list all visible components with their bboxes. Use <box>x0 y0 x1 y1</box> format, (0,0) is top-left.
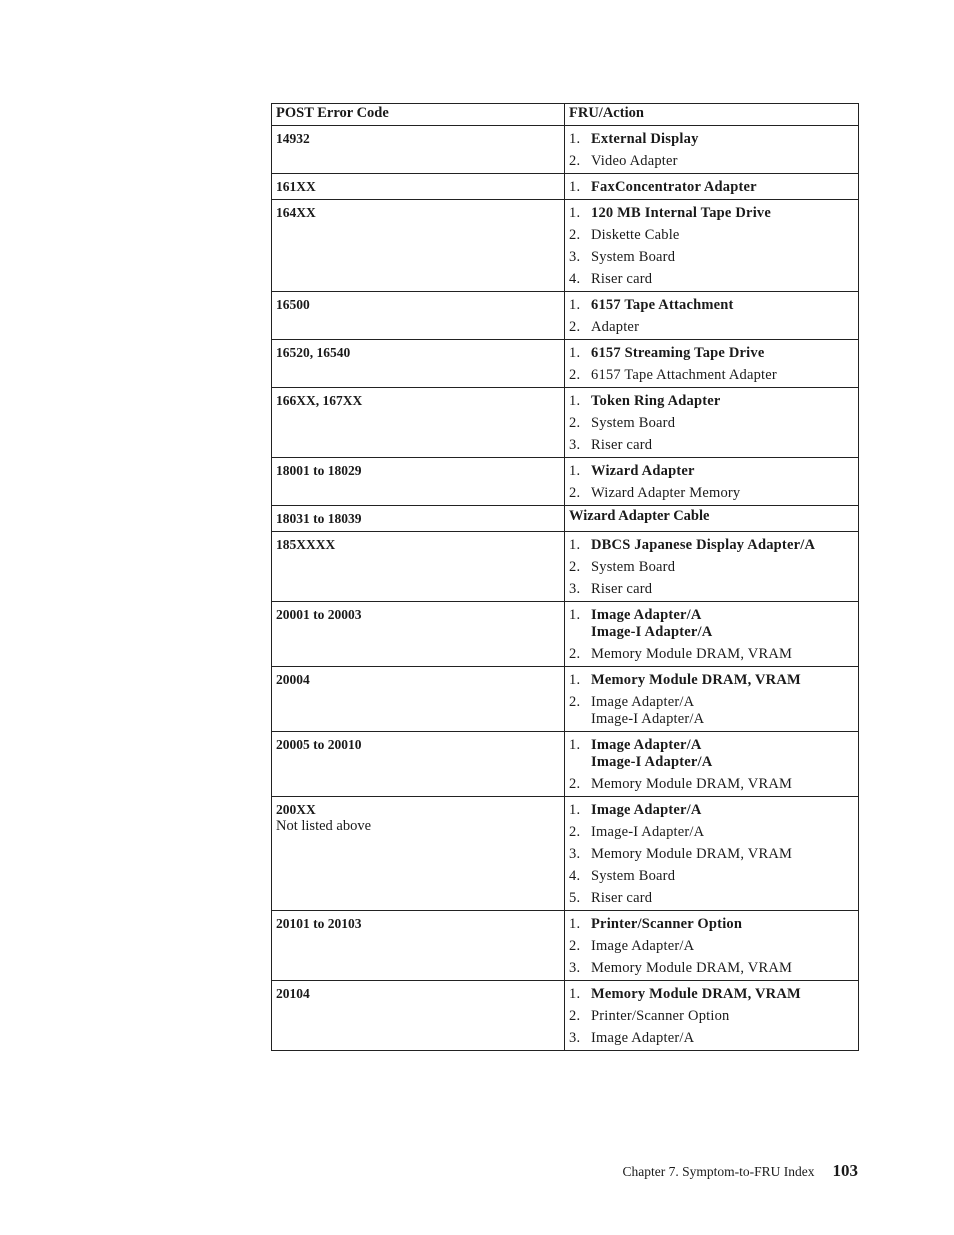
item-number: 3. <box>569 437 581 453</box>
error-code-cell <box>272 340 565 388</box>
fru-action-cell <box>565 797 859 911</box>
fru-action-item <box>569 607 854 641</box>
table-row <box>272 797 859 911</box>
fru-action-cell <box>565 126 859 174</box>
item-text: Diskette Cable <box>591 227 680 243</box>
fru-action-item <box>569 271 854 288</box>
item-number: 1. <box>569 297 581 313</box>
fru-action-item <box>569 297 854 314</box>
fru-action-cell <box>565 200 859 292</box>
error-code-note: Not listed above <box>276 818 372 834</box>
fru-action-item <box>569 485 854 502</box>
error-code-cell <box>272 797 565 911</box>
error-code-cell <box>272 506 565 532</box>
fru-action-item <box>569 672 854 689</box>
error-code-cell <box>272 911 565 981</box>
item-number: 1. <box>569 345 581 361</box>
item-number: 3. <box>569 581 581 597</box>
fru-action-item <box>569 694 854 728</box>
fru-action-item <box>569 367 854 384</box>
table-row <box>272 667 859 732</box>
error-code-cell <box>272 200 565 292</box>
fru-action-cell <box>565 340 859 388</box>
table-row <box>272 602 859 667</box>
page-footer <box>623 1161 859 1181</box>
item-number: 4. <box>569 868 581 884</box>
error-code: 18031 to 18039 <box>276 511 362 526</box>
column-header-code: POST Error Code <box>272 104 565 126</box>
column-header-action: FRU/Action <box>565 104 859 126</box>
fru-action-item <box>569 153 854 170</box>
post-error-table <box>271 103 859 1051</box>
item-number: 2. <box>569 559 581 575</box>
fru-action-item <box>569 249 854 266</box>
item-text: 6157 Tape Attachment <box>591 297 734 313</box>
item-text: Riser card <box>591 271 653 287</box>
item-text: Wizard Adapter Memory <box>591 485 741 501</box>
error-code-cell <box>272 174 565 200</box>
item-number: 2. <box>569 938 581 954</box>
fru-action-item <box>569 179 854 196</box>
item-text: 6157 Tape Attachment Adapter <box>591 367 777 383</box>
error-code: 166XX, 167XX <box>276 393 363 408</box>
item-text: Memory Module DRAM, VRAM <box>591 960 793 976</box>
error-code: 20104 <box>276 986 310 1001</box>
error-code: 18001 to 18029 <box>276 463 362 478</box>
item-number: 1. <box>569 131 581 147</box>
fru-action-item <box>569 537 854 554</box>
item-number: 3. <box>569 960 581 976</box>
item-text: Memory Module DRAM, VRAM <box>591 646 793 662</box>
item-number: 2. <box>569 485 581 501</box>
item-number: 1. <box>569 393 581 409</box>
item-number: 2. <box>569 694 581 710</box>
table-row <box>272 174 859 200</box>
item-number: 1. <box>569 463 581 479</box>
fru-action-cell <box>565 667 859 732</box>
fru-action-list <box>569 463 854 502</box>
fru-action-cell <box>565 292 859 340</box>
fru-action-cell <box>565 532 859 602</box>
fru-action-list <box>569 297 854 336</box>
item-text: Image Adapter/A Image-I Adapter/A <box>591 737 713 770</box>
table-row <box>272 200 859 292</box>
fru-action-item <box>569 890 854 907</box>
page-number: 103 <box>832 1161 858 1180</box>
fru-action-list <box>569 537 854 598</box>
item-text: Memory Module DRAM, VRAM <box>591 776 793 792</box>
error-code: 200XX <box>276 802 316 817</box>
table-row <box>272 340 859 388</box>
error-code-cell <box>272 292 565 340</box>
fru-action-cell: Wizard Adapter Cable <box>565 506 859 532</box>
item-number: 2. <box>569 824 581 840</box>
item-number: 1. <box>569 179 581 195</box>
fru-action-item <box>569 437 854 454</box>
fru-action-cell <box>565 602 859 667</box>
item-text: System Board <box>591 249 676 265</box>
fru-action-item <box>569 581 854 598</box>
fru-action-cell <box>565 981 859 1051</box>
item-text: System Board <box>591 868 676 884</box>
error-code: 20005 to 20010 <box>276 737 362 752</box>
fru-action-item <box>569 1030 854 1047</box>
error-code: 20004 <box>276 672 310 687</box>
error-code: 16520, 16540 <box>276 345 351 360</box>
fru-action-list <box>569 205 854 288</box>
fru-action-list <box>569 345 854 384</box>
table-row <box>272 292 859 340</box>
item-number: 1. <box>569 607 581 623</box>
item-text: Riser card <box>591 890 653 906</box>
item-number: 1. <box>569 986 581 1002</box>
item-text: System Board <box>591 415 676 431</box>
error-code-cell <box>272 388 565 458</box>
fru-action-list <box>569 672 854 728</box>
fru-action-item <box>569 986 854 1003</box>
item-text: Riser card <box>591 437 653 453</box>
table-row <box>272 126 859 174</box>
item-text: Image-I Adapter/A <box>591 824 705 840</box>
table-row <box>272 458 859 506</box>
fru-action-cell <box>565 388 859 458</box>
item-text: Token Ring Adapter <box>591 393 721 409</box>
error-code: 185XXXX <box>276 537 336 552</box>
item-number: 1. <box>569 916 581 932</box>
item-text: 6157 Streaming Tape Drive <box>591 345 765 361</box>
table-body <box>272 126 859 1051</box>
item-text: Printer/Scanner Option <box>591 1008 730 1024</box>
fru-action-item <box>569 776 854 793</box>
item-text: Image Adapter/A Image-I Adapter/A <box>591 694 705 727</box>
fru-action-cell <box>565 174 859 200</box>
fru-action-item <box>569 393 854 410</box>
fru-action-item <box>569 938 854 955</box>
fru-action-item <box>569 802 854 819</box>
fru-action-list <box>569 802 854 907</box>
fru-action-item <box>569 646 854 663</box>
error-code: 16500 <box>276 297 310 312</box>
fru-action-item <box>569 737 854 771</box>
item-text: Memory Module DRAM, VRAM <box>591 846 793 862</box>
item-text: Image Adapter/A Image-I Adapter/A <box>591 607 713 640</box>
fru-action-cell <box>565 732 859 797</box>
item-text: Memory Module DRAM, VRAM <box>591 672 801 688</box>
error-code-cell <box>272 532 565 602</box>
item-text: System Board <box>591 559 676 575</box>
item-text: DBCS Japanese Display Adapter/A <box>591 537 816 553</box>
item-text: Adapter <box>591 319 640 335</box>
error-code: 161XX <box>276 179 316 194</box>
item-number: 4. <box>569 271 581 287</box>
error-code-cell <box>272 667 565 732</box>
fru-action-item <box>569 131 854 148</box>
fru-action-cell <box>565 911 859 981</box>
fru-action-item <box>569 868 854 885</box>
fru-action-list <box>569 607 854 663</box>
item-text: Image Adapter/A <box>591 1030 695 1046</box>
table-row <box>272 506 859 532</box>
item-number: 1. <box>569 802 581 818</box>
fru-action-item <box>569 916 854 933</box>
fru-action-item <box>569 205 854 222</box>
error-code: 14932 <box>276 131 310 146</box>
fru-action-list <box>569 393 854 454</box>
error-code-cell <box>272 458 565 506</box>
fru-action-item <box>569 319 854 336</box>
fru-action-item <box>569 846 854 863</box>
item-number: 1. <box>569 737 581 753</box>
item-text: Image Adapter/A <box>591 802 702 818</box>
error-code-cell <box>272 981 565 1051</box>
item-text: Wizard Adapter <box>591 463 695 479</box>
fru-action-cell <box>565 458 859 506</box>
chapter-title: Chapter 7. Symptom-to-FRU Index <box>622 1164 815 1179</box>
fru-action-list <box>569 916 854 977</box>
fru-action-list <box>569 986 854 1047</box>
item-number: 1. <box>569 205 581 221</box>
item-text: Image Adapter/A <box>591 938 695 954</box>
fru-action-item <box>569 463 854 480</box>
item-number: 2. <box>569 319 581 335</box>
item-text: Memory Module DRAM, VRAM <box>591 986 801 1002</box>
item-number: 3. <box>569 249 581 265</box>
item-text: Printer/Scanner Option <box>591 916 743 932</box>
error-code-cell <box>272 126 565 174</box>
item-number: 2. <box>569 367 581 383</box>
item-text: FaxConcentrator Adapter <box>591 179 757 195</box>
item-text: Video Adapter <box>591 153 678 169</box>
item-number: 2. <box>569 646 581 662</box>
fru-action-item <box>569 559 854 576</box>
item-text: 120 MB Internal Tape Drive <box>591 205 772 221</box>
item-text: External Display <box>591 131 699 147</box>
fru-action-item <box>569 1008 854 1025</box>
fru-action-item <box>569 824 854 841</box>
fru-action-item <box>569 345 854 362</box>
fru-action-item <box>569 227 854 244</box>
table-row <box>272 532 859 602</box>
table-header-row <box>272 104 859 126</box>
fru-action-list <box>569 131 854 170</box>
table-row <box>272 911 859 981</box>
item-number: 3. <box>569 846 581 862</box>
item-number: 1. <box>569 537 581 553</box>
item-number: 3. <box>569 1030 581 1046</box>
error-code-cell <box>272 602 565 667</box>
item-number: 2. <box>569 153 581 169</box>
fru-action-list <box>569 737 854 793</box>
table-row <box>272 981 859 1051</box>
item-number: 2. <box>569 776 581 792</box>
item-number: 2. <box>569 415 581 431</box>
item-number: 2. <box>569 227 581 243</box>
error-code: 164XX <box>276 205 316 220</box>
error-code: 20001 to 20003 <box>276 607 362 622</box>
fru-action-list <box>569 179 854 196</box>
fru-action-item <box>569 415 854 432</box>
table-row <box>272 732 859 797</box>
item-number: 5. <box>569 890 581 906</box>
fru-action-item <box>569 960 854 977</box>
item-text: Riser card <box>591 581 653 597</box>
item-number: 1. <box>569 672 581 688</box>
table-row <box>272 388 859 458</box>
item-number: 2. <box>569 1008 581 1024</box>
error-code: 20101 to 20103 <box>276 916 362 931</box>
error-code-cell <box>272 732 565 797</box>
